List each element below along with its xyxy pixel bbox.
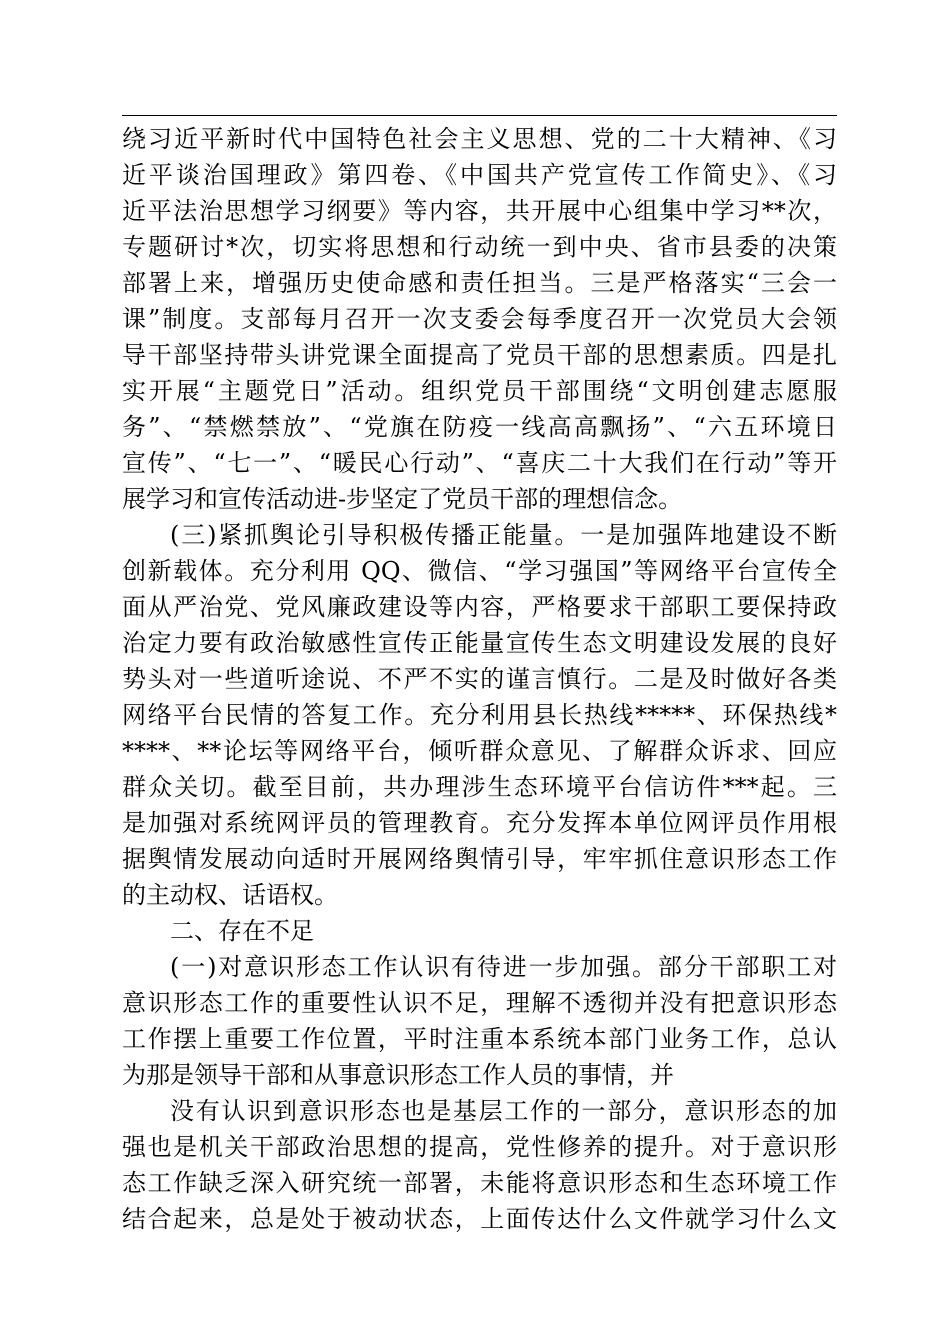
text-line: 治定力要有政治敏感性宣传正能量宣传生态文明建设发展的良好 xyxy=(122,629,837,657)
text-line: 实开展“主题党日”活动。组织党员干部围绕“文明创建志愿服 xyxy=(122,377,837,405)
section-heading: (三)紧抓舆论引导积极传播正能量。一是加强阵地建设不断 xyxy=(170,521,837,549)
chapter-heading: 二、存在不足 xyxy=(170,917,314,945)
document-body xyxy=(122,121,837,1237)
text-line: 意识形态工作的重要性认识不足，理解不透彻并没有把意识形态 xyxy=(122,989,837,1017)
text-line: 面从严治党、党风廉政建设等内容，严格要求干部职工要保持政 xyxy=(122,593,837,621)
text-line: 没有认识到意识形态也是基层工作的一部分，意识形态的加 xyxy=(170,1097,837,1125)
text-line: ****、**论坛等网络平台，倾听群众意见、了解群众诉求、回应 xyxy=(122,737,837,765)
text-line: 工作摆上重要工作位置，平时注重本系统本部门业务工作，总认 xyxy=(122,1025,837,1053)
text-line: 近平法治思想学习纲要》等内容，共开展中心组集中学习**次， xyxy=(122,197,837,225)
text-line: 群众关切。截至目前，共办理涉生态环境平台信访件***起。三 xyxy=(122,773,837,801)
text-line: 为那是领导干部和从事意识形态工作人员的事情，并 xyxy=(122,1061,674,1089)
text-line: 务”、“禁燃禁放”、“党旗在防疫一线高高飘扬”、“六五环境日 xyxy=(122,413,837,441)
text-line: 网络平台民情的答复工作。充分利用县长热线*****、环保热线* xyxy=(122,701,837,729)
text-line: 绕习近平新时代中国特色社会主义思想、党的二十大精神、《习 xyxy=(122,125,837,153)
section-heading: (一)对意识形态工作认识有待进一步加强。部分干部职工对 xyxy=(170,953,837,981)
text-line: 强也是机关干部政治思想的提高，党性修养的提升。对于意识形 xyxy=(122,1133,837,1161)
text-line: 课”制度。支部每月召开一次支委会每季度召开一次党员大会领 xyxy=(122,305,837,333)
text-line: 部署上来，增强历史使命感和责任担当。三是严格落实“三会一 xyxy=(122,269,837,297)
text-line: 据舆情发展动向适时开展网络舆情引导，牢牢抓住意识形态工作 xyxy=(122,845,837,873)
text-line: 导干部坚持带头讲党课全面提高了党员干部的思想素质。四是扎 xyxy=(122,341,837,369)
text-line: 创新载体。充分利用 QQ、微信、“学习强国”等网络平台宣传全 xyxy=(122,557,837,585)
header-rule xyxy=(122,115,837,116)
text-line: 态工作缺乏深入研究统一部署，未能将意识形态和生态环境工作 xyxy=(122,1169,837,1197)
text-line: 近平谈治国理政》第四卷、《中国共产党宣传工作简史》、《习 xyxy=(122,161,837,189)
text-line: 的主动权、话语权。 xyxy=(122,881,338,909)
text-line: 专题研讨*次，切实将思想和行动统一到中央、省市县委的决策 xyxy=(122,233,837,261)
text-line: 势头对一些道听途说、不严不实的谨言慎行。二是及时做好各类 xyxy=(122,665,837,693)
text-line: 是加强对系统网评员的管理教育。充分发挥本单位网评员作用根 xyxy=(122,809,837,837)
text-line: 宣传”、“七一”、“暖民心行动”、“喜庆二十大我们在行动”等开 xyxy=(122,449,837,477)
text-line: 展学习和宣传活动进-步坚定了党员干部的理想信念。 xyxy=(122,485,683,513)
text-line: 结合起来，总是处于被动状态，上面传达什么文件就学习什么文 xyxy=(122,1205,837,1233)
